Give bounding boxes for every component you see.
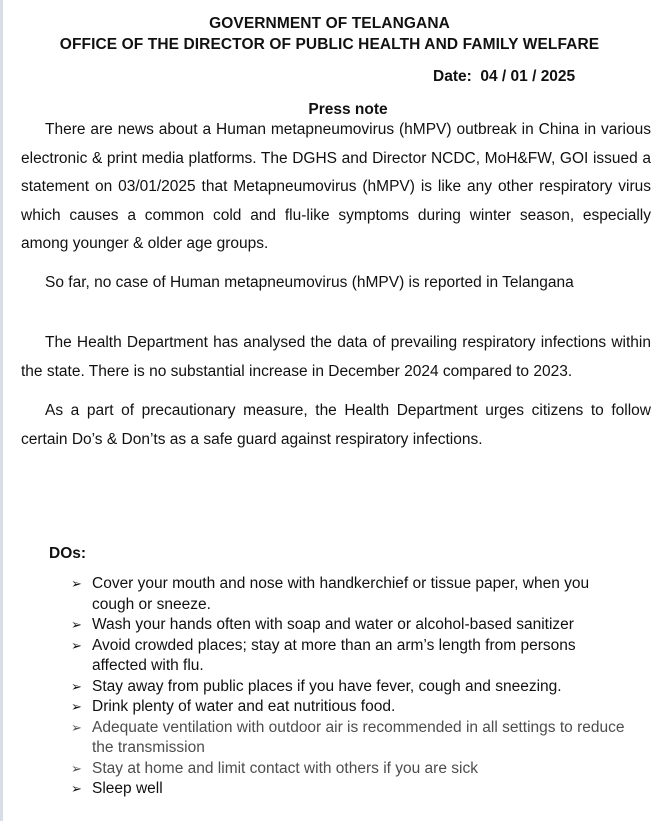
document-date: Date: 04 / 01 / 2025 xyxy=(433,68,576,85)
list-item xyxy=(71,636,631,677)
paragraph-precaution: As a part of precautionary measure, the Health Department urges citizens to follow certain Do’s & Don’ts as a safe guard against respiratory infections. xyxy=(21,402,651,448)
list-item xyxy=(71,615,631,636)
arrow-bullet-icon: ➢ xyxy=(71,781,82,796)
office-heading: OFFICE OF THE DIRECTOR OF PUBLIC HEALTH AND FAMILY WELFARE xyxy=(59,36,600,53)
list-item xyxy=(71,574,631,615)
arrow-bullet-icon: ➢ xyxy=(71,576,82,591)
list-item-text: Avoid crowded places; stay at more than an arm’s length from persons affected with flu. xyxy=(92,636,576,674)
list-item xyxy=(71,779,631,800)
government-heading: GOVERNMENT OF TELANGANA xyxy=(209,15,450,32)
list-item xyxy=(71,677,631,698)
list-item-text: Wash your hands often with soap and water or alcohol-based sanitizer xyxy=(92,616,574,633)
arrow-bullet-icon: ➢ xyxy=(71,699,82,714)
list-item-text: Cover your mouth and nose with handkerchief or tissue paper, when you cough or sneeze. xyxy=(92,575,590,613)
paragraph-no-case: So far, no case of Human metapneumovirus (hMPV) is reported in Telangana xyxy=(45,274,574,291)
paragraph-outbreak-news: There are news about a Human metapneumovirus (hMPV) outbreak in China in various electronic & print media platforms. The DGHS and Director NCDC, MoH&FW, GOI issued a statement on 03/01/2025 that Metapneumovirus (hMPV) is like any other respiratory virus which causes a common cold and flu-like symptoms during winter season, especially among younger & older age groups. xyxy=(21,121,651,252)
dos-heading: DOs: xyxy=(49,545,87,562)
document-title: Press note xyxy=(308,101,388,118)
list-item-text: Stay at home and limit contact with others if you are sick xyxy=(92,759,478,777)
dos-list xyxy=(71,574,631,800)
list-item-text: Drink plenty of water and eat nutritious food. xyxy=(92,698,396,715)
paragraph-data-analysis: The Health Department has analysed the data of prevailing respiratory infections within the state. There is no substantial increase in December 2024 compared to 2023. xyxy=(21,334,651,380)
arrow-bullet-icon: ➢ xyxy=(71,637,82,653)
list-item-text: Sleep well xyxy=(92,780,163,797)
list-item-text: Adequate ventilation with outdoor air is recommended in all settings to reduce the transmission xyxy=(92,718,625,756)
list-item xyxy=(71,718,631,759)
arrow-bullet-icon: ➢ xyxy=(71,760,82,776)
arrow-bullet-icon: ➢ xyxy=(71,678,82,694)
list-item xyxy=(71,697,631,718)
arrow-bullet-icon: ➢ xyxy=(71,617,82,632)
arrow-bullet-icon: ➢ xyxy=(71,719,82,735)
list-item xyxy=(71,759,631,780)
list-item-text: Stay away from public places if you have fever, cough and sneezing. xyxy=(92,677,562,695)
